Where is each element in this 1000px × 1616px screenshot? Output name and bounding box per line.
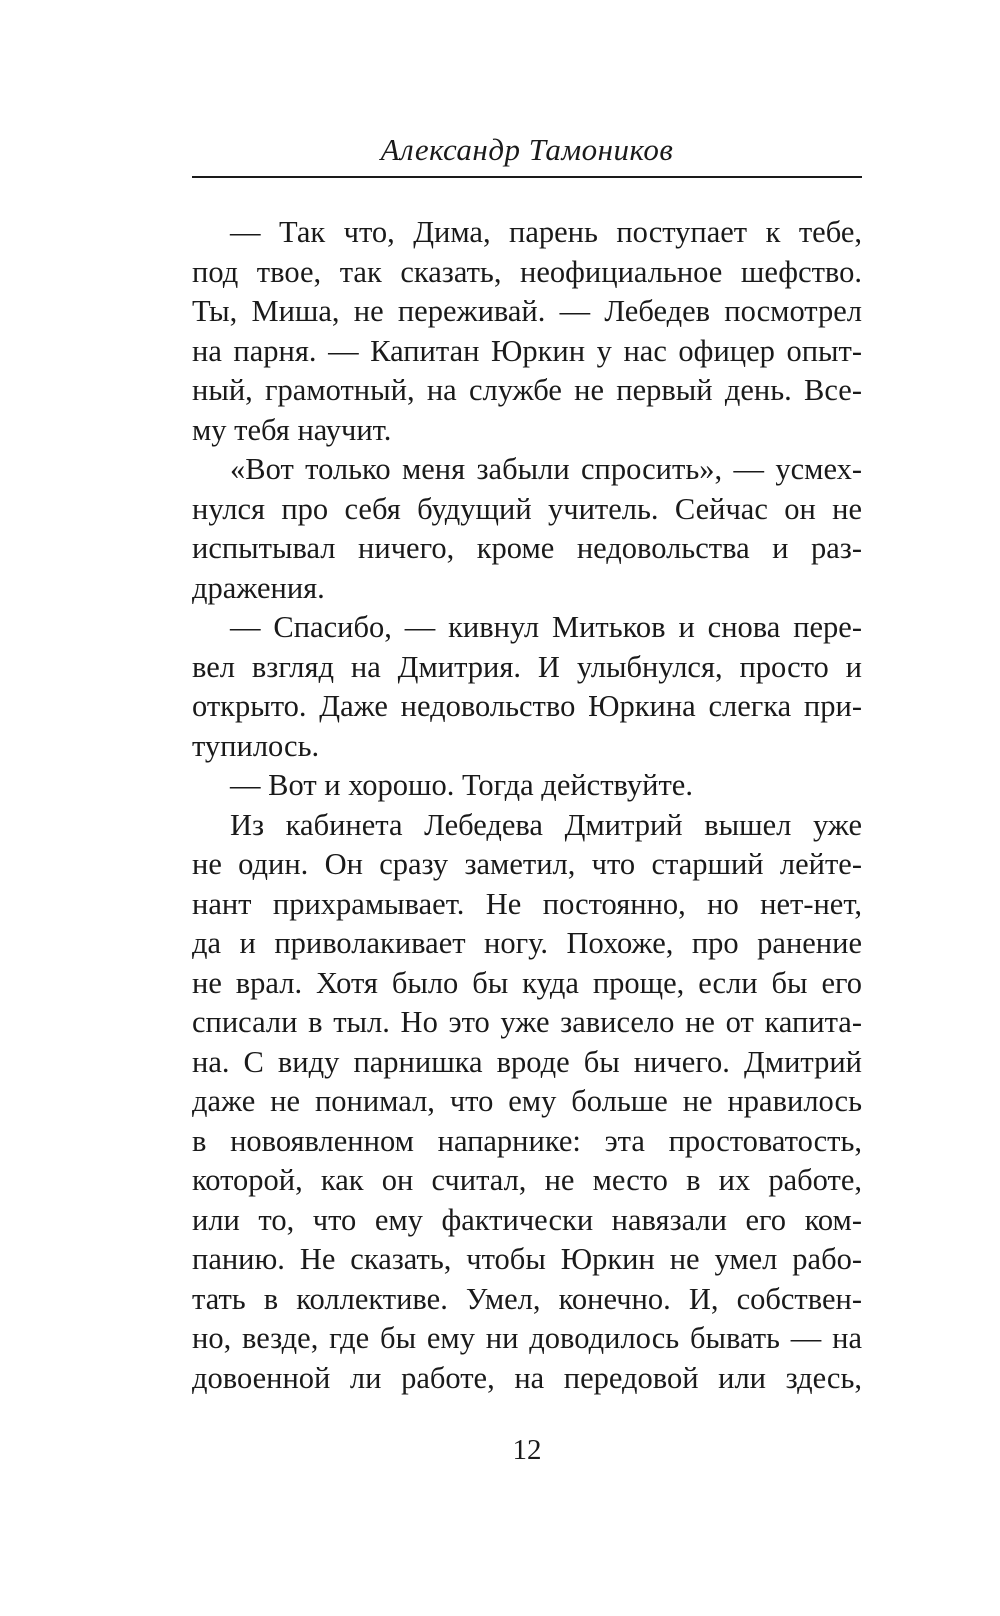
text-line: — Так что, Дима, парень поступает к тебе, xyxy=(230,215,862,249)
text-line: на парня. — Капитан Юркин у нас офицер опыт- xyxy=(192,333,862,368)
text-line: или то, что ему фактически навязали его ком- xyxy=(192,1202,862,1237)
text-line: даже не понимал, что ему больше не нравилось xyxy=(192,1084,862,1118)
text-line: — Спасибо, — кивнул Митьков и снова пере- xyxy=(230,610,862,644)
text-line: испытывал ничего, кроме недовольства и раз- xyxy=(192,531,862,565)
text-line: тупилось. xyxy=(192,728,320,763)
text-line: в новоявленном напарнике: эта простоватость, xyxy=(192,1123,862,1158)
text-line: Ты, Миша, не переживай. — Лебедев посмотрел xyxy=(192,294,862,328)
text-line: но, везде, где бы ему ни доводилось бывать — на xyxy=(192,1321,862,1355)
text-line: тать в коллективе. Умел, конечно. И, собствен- xyxy=(192,1281,862,1316)
text-line: ный, грамотный, на службе не первый день. Все- xyxy=(192,373,862,407)
text-line: панию. Не сказать, чтобы Юркин не умел рабо- xyxy=(192,1242,862,1276)
text-line: не один. Он сразу заметил, что старший лейте- xyxy=(192,847,862,881)
body-text xyxy=(192,213,862,1398)
running-head-author: Александр Тамоников xyxy=(380,132,674,167)
text-line: открыто. Даже недовольство Юркина слегка при- xyxy=(192,689,862,723)
text-line: Из кабинета Лебедева Дмитрий вышел уже xyxy=(230,807,862,842)
text-line: не врал. Хотя было бы куда проще, если бы его xyxy=(192,965,862,1000)
text-line: которой, как он считал, не место в их работе, xyxy=(192,1163,862,1197)
text-line: вел взгляд на Дмитрия. И улыбнулся, просто и xyxy=(192,649,862,684)
text-line: му тебя научит. xyxy=(192,412,392,447)
text-line: под твое, так сказать, неофициальное шефство. xyxy=(192,254,862,289)
text-line: нулся про себя будущий учитель. Сейчас он не xyxy=(192,491,862,526)
text-line: на. С виду парнишка вроде бы ничего. Дмитрий xyxy=(192,1044,862,1079)
text-line: — Вот и хорошо. Тогда действуйте. xyxy=(230,768,693,802)
text-line: «Вот только меня забыли спросить», — усмех- xyxy=(230,452,862,486)
text-line: довоенной ли работе, на передовой или здесь, xyxy=(192,1360,862,1395)
text-line: списали в тыл. Но это уже зависело не от капита- xyxy=(192,1005,862,1039)
text-line: дражения. xyxy=(192,570,325,605)
text-line: да и приволакивает ногу. Похоже, про ранение xyxy=(192,926,862,960)
header-rule xyxy=(192,176,862,178)
page-number: 12 xyxy=(512,1434,542,1466)
text-line: нант прихрамывает. Не постоянно, но нет-нет, xyxy=(192,886,862,921)
